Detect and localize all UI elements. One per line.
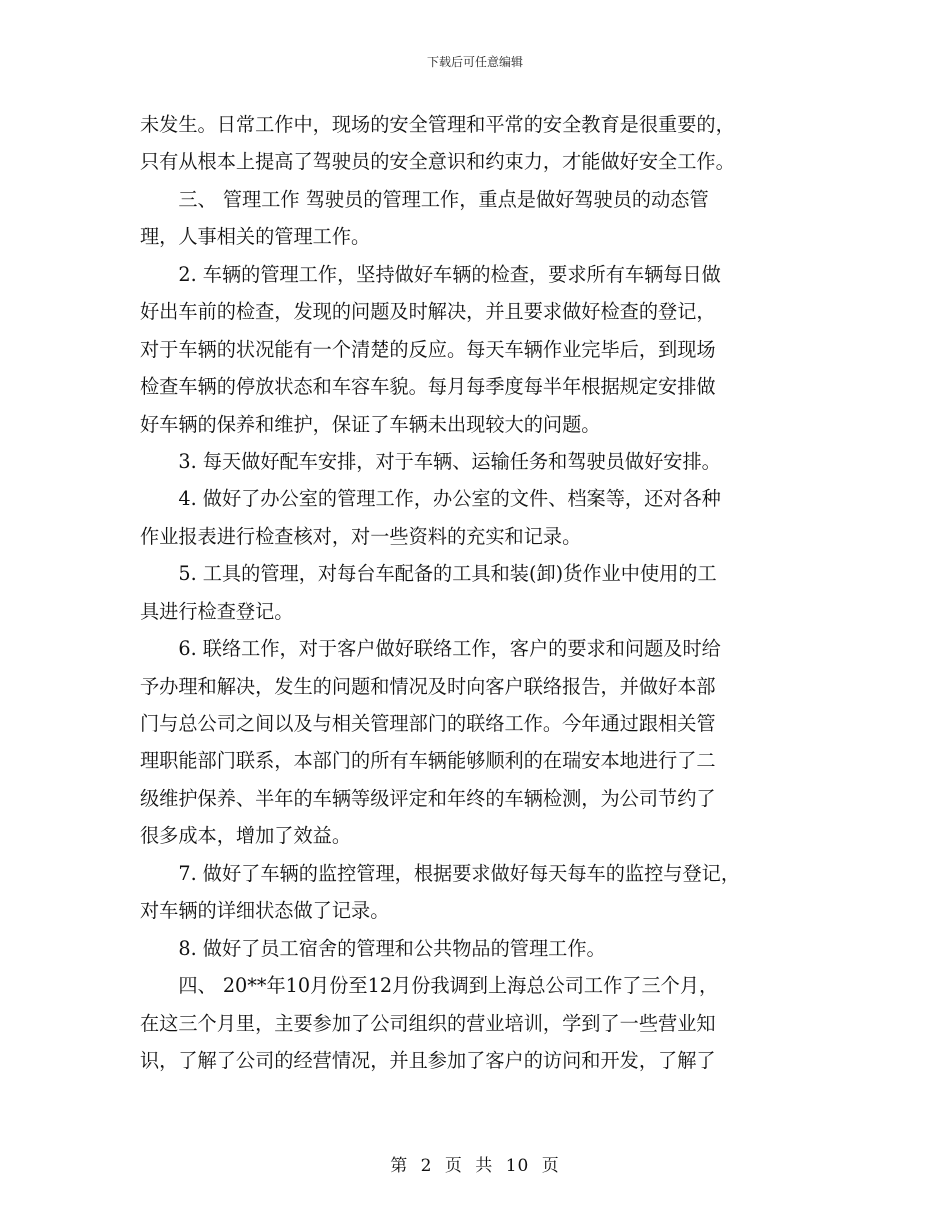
text-line: 未发生。日常工作中，现场的安全管理和平常的安全教育是很重要的， xyxy=(140,113,735,136)
text-line: 四、 20**年10月份至12月份我调到上海总公司工作了三个月， xyxy=(140,974,719,998)
footer-prefix: 第 xyxy=(390,1156,409,1176)
footer-page-number: 2 xyxy=(420,1156,433,1176)
text-line: 7. 做好了车辆的监控管理，根据要求做好每天每车的监控与登记， xyxy=(140,861,741,885)
text-line: 只有从根本上提高了驾驶员的安全意识和约束力，才能做好安全工作。 xyxy=(140,150,735,174)
text-line: 门与总公司之间以及与相关管理部门的联络工作。今年通过跟相关管 xyxy=(140,712,716,735)
text-line: 6. 联络工作，对于客户做好联络工作，客户的要求和问题及时给 xyxy=(140,637,721,661)
text-line: 识，了解了公司的经营情况，并且参加了客户的访问和开发，了解了 xyxy=(140,1048,716,1072)
text-line: 理，人事相关的管理工作。 xyxy=(140,225,371,249)
text-line: 对于车辆的状况能有一个清楚的反应。每天车辆作业完毕后，到现场 xyxy=(140,337,716,361)
text-line: 好车辆的保养和维护，保证了车辆未出现较大的问题。 xyxy=(140,412,601,436)
text-line: 3. 每天做好配车安排，对于车辆、运输任务和驾驶员做好安排。 xyxy=(140,449,721,473)
text-line: 作业报表进行检查核对，对一些资料的充实和记录。 xyxy=(140,524,582,548)
footer-total-pages: 10 xyxy=(505,1156,530,1176)
body-text xyxy=(140,106,830,1079)
text-line: 4. 做好了办公室的管理工作，办公室的文件、档案等，还对各种 xyxy=(140,487,721,511)
footer-page-unit: 页 xyxy=(444,1156,463,1176)
text-line: 级维护保养、半年的车辆等级评定和年终的车辆检测，为公司节约了 xyxy=(140,786,716,810)
text-line: 对车辆的详细状态做了记录。 xyxy=(140,899,390,923)
page-footer xyxy=(0,1156,950,1176)
text-line: 理职能部门联系，本部门的所有车辆能够顺利的在瑞安本地进行了二 xyxy=(140,749,716,773)
text-line: 好出车前的检查，发现的问题及时解决，并且要求做好检查的登记， xyxy=(140,300,716,324)
text-line: 在这三个月里，主要参加了公司组织的营业培训，学到了一些营业知 xyxy=(140,1011,716,1035)
text-line: 三、 管理工作 驾驶员的管理工作，重点是做好驾驶员的动态管 xyxy=(140,187,709,211)
text-line: 8. 做好了员工宿舍的管理和公共物品的管理工作。 xyxy=(140,936,606,960)
text-line: 检查车辆的停放状态和车容车貌。每月每季度每半年根据规定安排做 xyxy=(140,375,716,399)
footer-total-unit: 页 xyxy=(541,1156,560,1176)
text-line: 2. 车辆的管理工作，坚持做好车辆的检查，要求所有车辆每日做 xyxy=(140,262,721,286)
footer-total-label: 共 xyxy=(475,1156,494,1176)
text-line: 5. 工具的管理，对每台车配备的工具和装(卸)货作业中使用的工 xyxy=(140,562,717,586)
text-line: 很多成本，增加了效益。 xyxy=(140,824,352,848)
text-line: 具进行检查登记。 xyxy=(140,599,294,623)
page-header: 下载后可任意编辑 xyxy=(426,55,523,69)
text-line: 予办理和解决，发生的问题和情况及时向客户联络报告，并做好本部 xyxy=(140,674,716,698)
